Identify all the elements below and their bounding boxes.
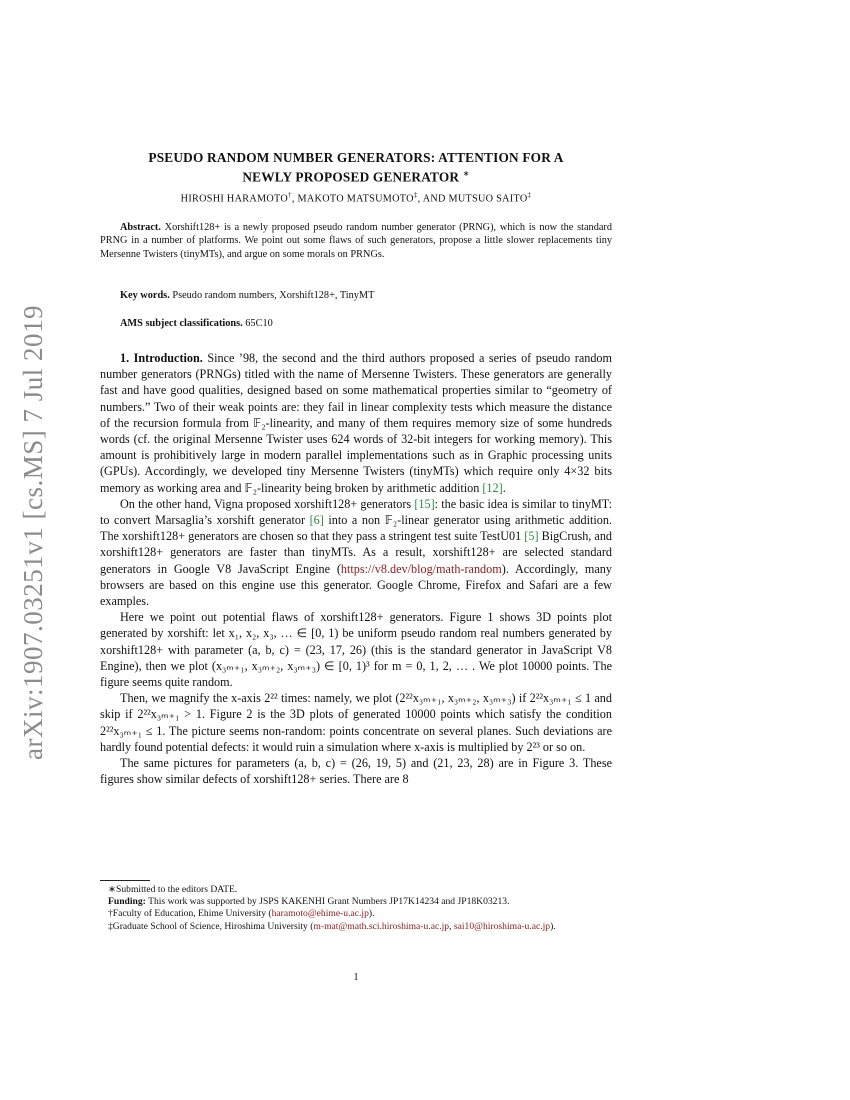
paragraph-1: 1. Introduction. Since ’98, the second and the third authors proposed a series of pseudo random number generators (PRNGs) titled with the name of Mersenne Twisters. These generators are generally fast and have good qualities, designed based on some mathematical properties similar to “geometry of numbers.” Two of their weak points are: they fail in linear complexity tests which measure the distance of the recursion formula from 𝔽₂-linearity, and many of them requires memory size of some hundreds words (cf. the original Mersenne Twister uses 624 words of 32-bit integers for working memory). This amount is prohibitively large in modern parallel implementations such as in Graphic processing units (GPUs). Accordingly, we developed tiny Mersenne Twisters (tinyMTs) which require only 4×32 bits memory as working area and 𝔽₂-linearity being broken by arithmetic addition [12]. xyxy=(100,351,612,495)
title-line-2: NEWLY PROPOSED GENERATOR ∗ xyxy=(242,169,470,185)
footnotes xyxy=(100,884,612,933)
citation-link[interactable]: [12] xyxy=(482,480,503,495)
abstract-label: Abstract. xyxy=(120,222,161,233)
ams-label: AMS subject classifications. xyxy=(120,318,243,329)
paragraph-4: Then, we magnify the x-axis 2²² times: namely, we plot (2²²x₃ₘ₊₁, x₃ₘ₊₂, x₃ₘ₊₃) if 2²²x₃ₘ₊₁ ≤ 1 and skip if 2²²x₃ₘ₊₁ > 1. Figure 2 is the 3D plots of generated 10000 points which satisfy the condition 2²²x₃ₘ₊₁ ≤ 1. The picture seems non-random: points concentrate on several planes. Such deviations are hardly found potential defects: it would ruin a simulation where x-axis is multiplied by 2²³ or so on. xyxy=(100,691,612,754)
page-number: 1 xyxy=(353,972,359,983)
author-list: HIROSHI HARAMOTO†, MAKOTO MATSUMOTO‡, AND MUTSUO SAITO‡ xyxy=(180,191,532,205)
footnote-funding: Funding: This work was supported by JSPS KAKENHI Grant Numbers JP17K14234 and JP18K03213. xyxy=(108,896,510,908)
section-heading: 1. Introduction. xyxy=(120,351,203,365)
keywords-label: Key words. xyxy=(120,290,170,301)
paragraph-5: The same pictures for parameters (a, b, c) = (26, 19, 5) and (21, 23, 28) are in Figure 3. These figures show similar defects of xorshift128+ series. There are 8 xyxy=(100,756,612,787)
paragraph-3: Here we point out potential flaws of xorshift128+ generators. Figure 1 shows 3D points plot generated by xorshift: let x₁, x₂, x₃, … ∈ [0, 1) be uniform pseudo random real numbers generated by xorshift128+ with parameter (a, b, c) = (23, 17, 26) (this is the standard generator in JavaScript V8 Engine), then we plot (x₃ₘ₊₁, x₃ₘ₊₂, x₃ₘ₊₃) ∈ [0, 1)³ for m = 0, 1, 2, … . We plot 10000 points. The figure seems quite random. xyxy=(100,610,612,690)
paragraph-2: On the other hand, Vigna proposed xorshift128+ generators [15]: the basic idea is similar to tinyMT: to convert Marsaglia’s xorshift generator [6] into a non 𝔽₂-linear generator using arithmetic addition. The xorshift128+ generators are chosen so that they pass a stringent test suite TestU01 [5] BigCrush, and xorshift128+ generators are faster than tinyMTs. As a result, xorshift128+ are selected standard generators in Google V8 JavaScript Engine (https://v8.dev/blog/math-random). Accordingly, many browsers are based on this engine use this generator. Google Chrome, Firefox and Safari are a few examples. xyxy=(100,496,613,609)
abstract-text: Xorshift128+ is a newly proposed pseudo random number generator (PRNG), which is now the standard PRNG in a number of platforms. We point out some flaws of such generators, propose a little slower replacements tiny Mersenne Twisters (tinyMTs), and argue on some morals on PRNGs. xyxy=(100,222,613,260)
keywords-text: Pseudo random numbers, Xorshift128+, TinyMT xyxy=(172,290,375,301)
citation-link[interactable]: [15] xyxy=(414,496,435,511)
footnote-affiliation-1: †Faculty of Education, Ehime University (haramoto@ehime-u.ac.jp). xyxy=(108,908,375,920)
email-link[interactable]: sai10@hiroshima-u.ac.jp xyxy=(453,920,551,932)
footnote-rule xyxy=(100,880,150,881)
citation-link[interactable]: [5] xyxy=(524,529,539,544)
footnote-submitted: ∗Submitted to the editors DATE. xyxy=(108,884,238,895)
footnote-affiliation-2: ‡Graduate School of Science, Hiroshima University (m-mat@math.sci.hiroshima-u.ac.jp, sai10@hiroshima-u.ac.jp). xyxy=(108,920,556,932)
v8-blog-link[interactable]: https://v8.dev/blog/math-random xyxy=(340,561,502,576)
ams-classifications xyxy=(120,318,612,329)
author-3: MUTSUO SAITO xyxy=(448,193,528,205)
keywords xyxy=(120,290,612,301)
author-1: HIROSHI HARAMOTO xyxy=(180,193,289,205)
arxiv-side-stamp: arXiv:1907.03251v1 [cs.MS] 7 Jul 2019 xyxy=(18,305,48,760)
email-link[interactable]: m-mat@math.sci.hiroshima-u.ac.jp xyxy=(313,920,450,932)
paper-title xyxy=(100,150,612,185)
ams-text: 65C10 xyxy=(245,318,273,329)
email-link[interactable]: haramoto@ehime-u.ac.jp xyxy=(271,908,369,920)
author-2: MAKOTO MATSUMOTO xyxy=(297,193,414,205)
citation-link[interactable]: [6] xyxy=(309,513,324,528)
title-footnote-mark: ∗ xyxy=(462,169,470,178)
abstract xyxy=(100,221,612,261)
title-line-1: PSEUDO RANDOM NUMBER GENERATORS: ATTENTION FOR A xyxy=(148,150,564,165)
section-introduction xyxy=(100,350,612,787)
